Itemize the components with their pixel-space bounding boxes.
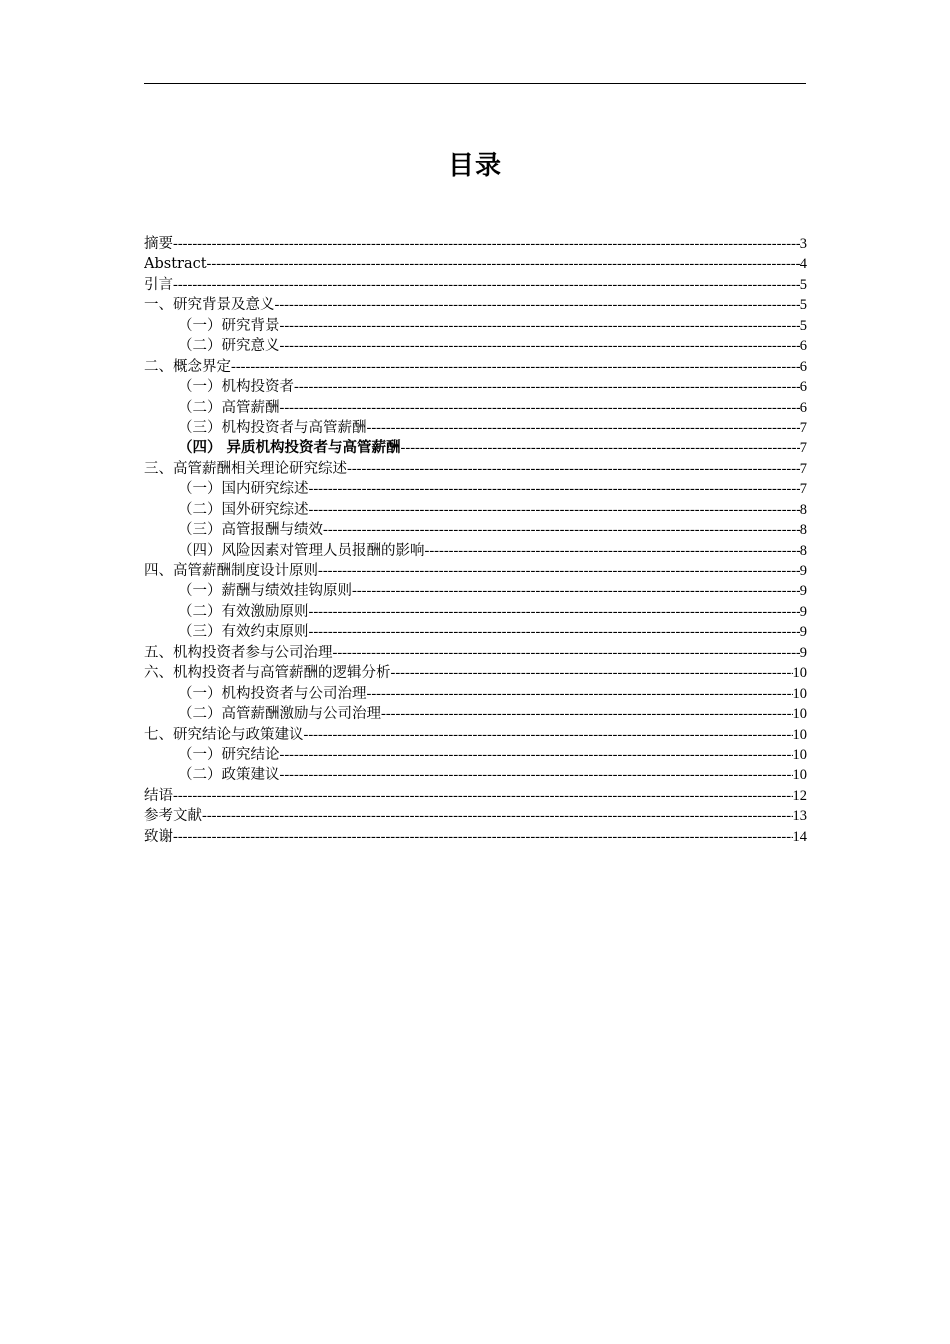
toc-entry-page-number: 12: [792, 787, 807, 804]
toc-dot-leader: [173, 275, 800, 295]
toc-dot-leader: [202, 806, 793, 826]
toc-dot-leader: [173, 827, 793, 847]
toc-dot-leader: [391, 663, 793, 683]
header-rule: [144, 83, 806, 84]
toc-entry[interactable]: [144, 275, 807, 295]
toc-entry-page-number: 4: [799, 256, 807, 273]
toc-entry-label: （一）研究结论: [178, 746, 280, 763]
toc-entry-page-number: 10: [792, 706, 807, 723]
toc-entry-label: 二、概念界定: [144, 358, 231, 375]
toc-entry-label: 七、研究结论与政策建议: [144, 726, 304, 743]
toc-entry-page-number: 6: [799, 358, 807, 375]
toc-dot-leader: [294, 377, 800, 397]
toc-entry-page-number: 7: [799, 440, 807, 457]
toc-dot-leader: [280, 336, 800, 356]
toc-dot-leader: [280, 745, 793, 765]
toc-dot-leader: [207, 254, 800, 274]
toc-entry-page-number: 8: [799, 501, 807, 518]
toc-entry-page-number: 10: [792, 746, 807, 763]
toc-entry[interactable]: [144, 806, 807, 826]
toc-dot-leader: [401, 438, 800, 458]
toc-entry[interactable]: [144, 459, 807, 479]
toc-dot-leader: [304, 725, 793, 745]
toc-entry[interactable]: [144, 765, 807, 785]
toc-entry[interactable]: [144, 479, 807, 499]
toc-dot-leader: [280, 316, 800, 336]
toc-dot-leader: [367, 684, 793, 704]
toc-dot-leader: [173, 234, 800, 254]
toc-dot-leader: [309, 500, 800, 520]
toc-entry-page-number: 10: [792, 665, 807, 682]
toc-entry-page-number: 14: [792, 828, 807, 845]
toc-entry-page-number: 6: [799, 399, 807, 416]
toc-dot-leader: [323, 520, 800, 540]
toc-dot-leader: [333, 643, 800, 663]
toc-entry-page-number: 5: [799, 276, 807, 293]
toc-entry[interactable]: [144, 561, 807, 581]
toc-entry-page-number: 9: [799, 603, 807, 620]
toc-dot-leader: [275, 295, 800, 315]
toc-entry-label: 引言: [144, 276, 173, 293]
toc-entry-page-number: 8: [799, 542, 807, 559]
toc-entry-label: 摘要: [144, 236, 173, 252]
toc-entry[interactable]: [144, 602, 807, 622]
toc-entry[interactable]: [144, 336, 807, 356]
toc-entry-label: （一）机构投资者: [178, 379, 294, 396]
toc-entry-label: （三）高管报酬与绩效: [178, 522, 323, 539]
toc-title: 目录: [447, 151, 502, 181]
toc-entry-label: 六、机构投资者与高管薪酬的逻辑分析: [144, 665, 391, 682]
toc-entry-label: （二）高管薪酬激励与公司治理: [178, 706, 381, 723]
toc-entry[interactable]: [144, 704, 807, 724]
toc-dot-leader: [309, 622, 800, 642]
toc-entry[interactable]: [144, 438, 807, 458]
toc-entry-label: （一）研究背景: [178, 317, 280, 334]
toc-entry-label: （一）国内研究综述: [178, 481, 309, 498]
toc-entry-label: （二）研究意义: [178, 338, 280, 355]
toc-entry[interactable]: [144, 520, 807, 540]
toc-entry-label: （一）机构投资者与公司治理: [178, 685, 367, 702]
toc-entry[interactable]: [144, 827, 807, 847]
toc-dot-leader: [367, 418, 800, 438]
toc-dot-leader: [425, 541, 800, 561]
toc-entry-page-number: 10: [792, 767, 807, 784]
toc-dot-leader: [309, 602, 800, 622]
toc-entry-label: （三）有效约束原则: [178, 624, 309, 641]
toc-dot-leader: [309, 479, 800, 499]
toc-dot-leader: [347, 459, 800, 479]
toc-entry-page-number: 7: [799, 460, 807, 477]
toc-entry[interactable]: [144, 663, 807, 683]
toc-entry-label: 参考文献: [144, 808, 202, 825]
toc-entry-page-number: 7: [799, 419, 807, 436]
toc-entry[interactable]: [144, 581, 807, 601]
toc-entry-page-number: 8: [799, 522, 807, 539]
toc-entry[interactable]: [144, 684, 807, 704]
toc-entry[interactable]: [144, 398, 807, 418]
toc-entry[interactable]: [144, 295, 807, 315]
toc-entry[interactable]: [144, 725, 807, 745]
toc-entry[interactable]: [144, 500, 807, 520]
toc-entry-label: （二）政策建议: [178, 767, 280, 784]
toc-entry-label: （四） 异质机构投资者与高管薪酬: [178, 439, 401, 457]
toc-entry-label: Abstract: [144, 256, 207, 273]
toc-dot-leader: [352, 581, 800, 601]
toc-entry[interactable]: [144, 357, 807, 377]
toc-entry-label: （二）国外研究综述: [178, 501, 309, 518]
toc-entry-label: 致谢: [144, 828, 173, 845]
toc-entry[interactable]: [144, 418, 807, 438]
toc-entry-label: 五、机构投资者参与公司治理: [144, 644, 333, 661]
toc-entry-page-number: 9: [799, 624, 807, 641]
toc-dot-leader: [280, 398, 800, 418]
toc-entry-page-number: 7: [799, 481, 807, 498]
toc-entry[interactable]: [144, 316, 807, 336]
toc-entry-label: （一）薪酬与绩效挂钩原则: [178, 583, 352, 600]
toc-entry-page-number: 13: [792, 808, 807, 825]
toc-entry[interactable]: [144, 622, 807, 642]
toc-dot-leader: [318, 561, 800, 581]
toc-entry-page-number: 9: [799, 644, 807, 661]
toc-entry[interactable]: [144, 745, 807, 765]
toc-entry[interactable]: [144, 234, 807, 254]
toc-entry-page-number: 3: [799, 236, 807, 252]
toc-entry-page-number: 10: [792, 685, 807, 702]
toc-entry[interactable]: [144, 786, 807, 806]
toc-entry-page-number: 5: [799, 317, 807, 334]
toc-entry-page-number: 6: [799, 379, 807, 396]
toc-entry-label: （三）机构投资者与高管薪酬: [178, 419, 367, 436]
toc-dot-leader: [173, 786, 793, 806]
toc-entry-page-number: 9: [799, 563, 807, 579]
toc-entry[interactable]: [144, 541, 807, 561]
toc-dot-leader: [381, 704, 793, 724]
toc-entry[interactable]: [144, 377, 807, 397]
toc-entry[interactable]: [144, 643, 807, 663]
toc-entry-label: 一、研究背景及意义: [144, 297, 275, 314]
toc-entry-label: （二）高管薪酬: [178, 399, 280, 416]
toc-entry-label: 四、高管薪酬制度设计原则: [144, 563, 318, 579]
toc-entry-page-number: 10: [792, 726, 807, 743]
toc-entry-page-number: 5: [799, 297, 807, 314]
toc-entry-label: （四）风险因素对管理人员报酬的影响: [178, 542, 425, 559]
toc-entry[interactable]: [144, 254, 807, 274]
toc-entry-label: （二）有效激励原则: [178, 603, 309, 620]
toc-entry-label: 结语: [144, 787, 173, 804]
toc-dot-leader: [231, 357, 800, 377]
table-of-contents: [144, 234, 807, 847]
toc-dot-leader: [280, 765, 793, 785]
toc-entry-page-number: 9: [799, 583, 807, 600]
toc-entry-page-number: 6: [799, 338, 807, 355]
toc-entry-label: 三、高管薪酬相关理论研究综述: [144, 460, 347, 477]
